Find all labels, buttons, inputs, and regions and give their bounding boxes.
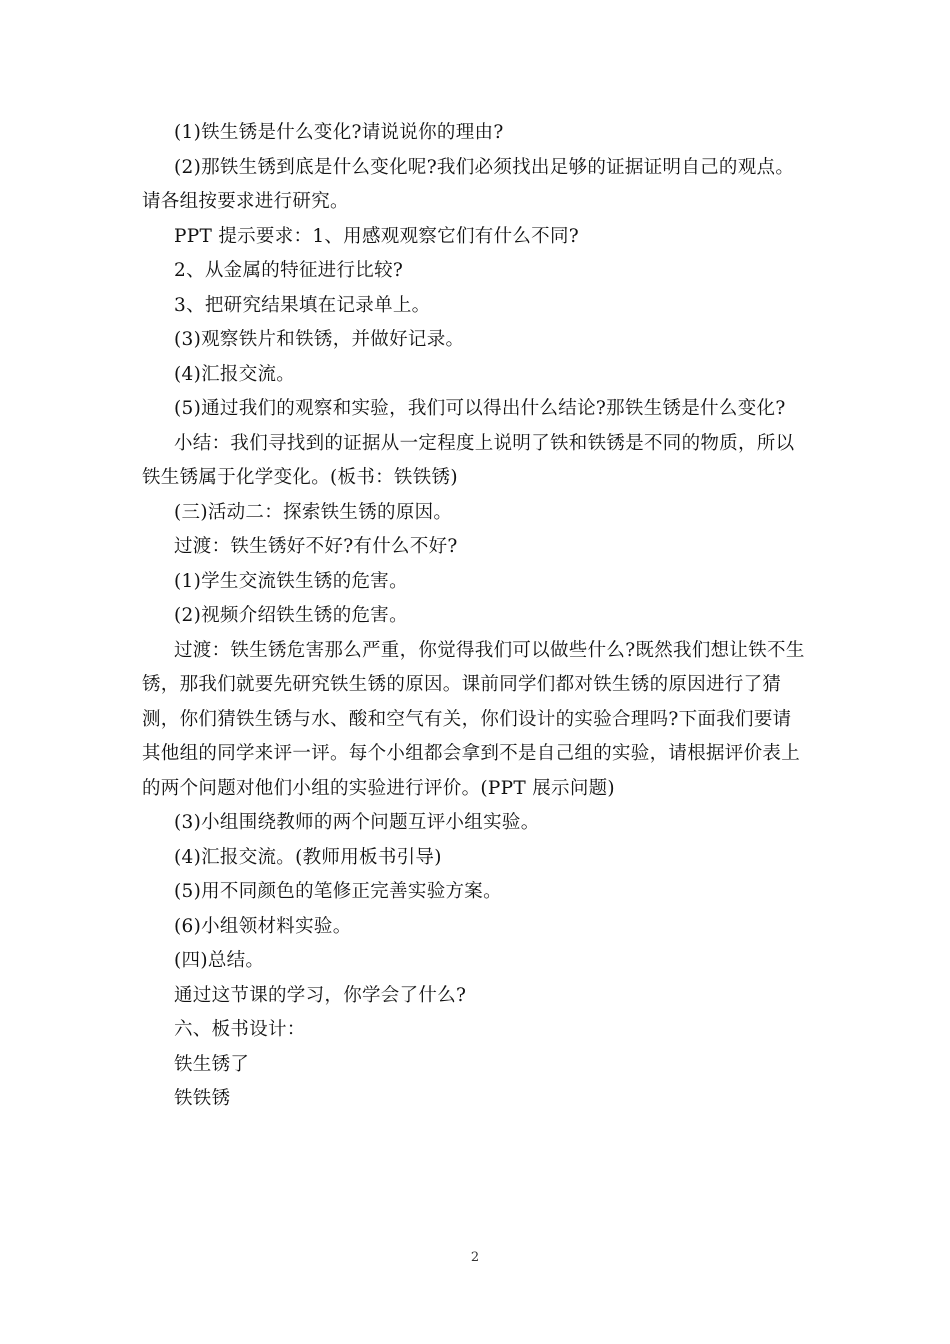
- paragraph-4: 2、从金属的特征进行比较?: [174, 260, 404, 281]
- paragraph-11: 过渡：铁生锈好不好?有什么不好?: [174, 536, 458, 557]
- page-number: 2: [470, 1250, 480, 1265]
- paragraph-16: (4)汇报交流。(教师用板书引导): [174, 846, 442, 868]
- paragraph-18: (6)小组领材料实验。: [174, 915, 352, 937]
- paragraph-6: (3)观察铁片和铁锈，并做好记录。: [174, 329, 465, 350]
- paragraph-19: (四)总结。: [174, 950, 265, 971]
- paragraph-14: 过渡：铁生锈危害那么严重，你觉得我们可以做些什么?既然我们想让铁不生锈，那我们就要先研究铁生锈的原因。课前同学们都对铁生锈的原因进行了猜测，你们猜铁生锈与水、酸和空气有关，你们设计的实验合理吗?下面我们要请其他组的同学来评一评。每个小组都会拿到不是自己组的实验，请根据评价表上的两个问题对他们小组的实验进行评价。(PPT 展示问题): [142, 639, 805, 799]
- paragraph-23: 铁铁锈: [174, 1088, 231, 1109]
- document-body: [142, 116, 810, 1117]
- paragraph-12: (1)学生交流铁生锈的危害。: [174, 570, 408, 592]
- paragraph-1: (1)铁生锈是什么变化?请说说你的理由?: [174, 122, 504, 143]
- paragraph-21: 六、板书设计：: [174, 1019, 306, 1040]
- paragraph-7: (4)汇报交流。: [174, 363, 296, 385]
- paragraph-2: (2)那铁生锈到底是什么变化呢?我们必须找出足够的证据证明自己的观点。请各组按要求进行研究。: [142, 156, 795, 212]
- paragraph-22: 铁生锈了: [174, 1053, 250, 1075]
- paragraph-15: (3)小组围绕教师的两个问题互评小组实验。: [174, 812, 540, 833]
- paragraph-20: 通过这节课的学习，你学会了什么?: [174, 984, 467, 1006]
- paragraph-9: 小结：我们寻找到的证据从一定程度上说明了铁和铁锈是不同的物质，所以铁生锈属于化学变化。(板书：铁铁锈): [142, 432, 795, 488]
- paragraph-8: (5)通过我们的观察和实验，我们可以得出什么结论?那铁生锈是什么变化?: [174, 398, 786, 419]
- paragraph-3: PPT 提示要求：1、用感观观察它们有什么不同?: [174, 225, 580, 247]
- paragraph-10: (三)活动二：探索铁生锈的原因。: [174, 501, 453, 523]
- paragraph-17: (5)用不同颜色的笔修正完善实验方案。: [174, 881, 502, 902]
- paragraph-13: (2)视频介绍铁生锈的危害。: [174, 605, 408, 626]
- paragraph-5: 3、把研究结果填在记录单上。: [174, 294, 431, 316]
